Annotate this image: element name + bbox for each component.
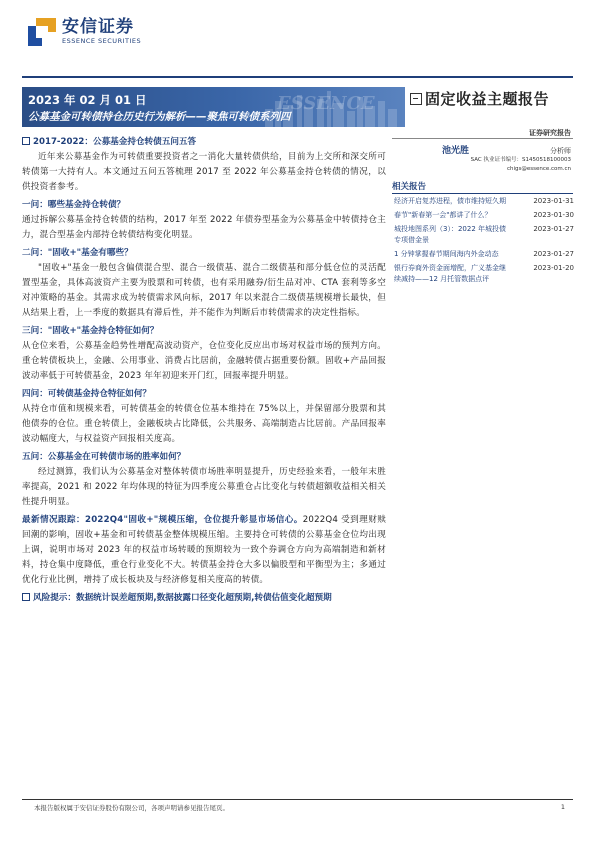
related-report-date: 2023-01-20 bbox=[533, 264, 574, 272]
analyst-block bbox=[392, 143, 571, 174]
footer-disclaimer: 本报告版权属于安信证券股份有限公司，各项声明请参见报告尾页。 bbox=[34, 804, 229, 812]
latest-tracking-heading: 最新情况跟踪：2022Q4"固收+"规模压缩，仓位提升彰显市场信心。 bbox=[22, 515, 303, 525]
list-item[interactable] bbox=[394, 263, 574, 285]
page-number: 1 bbox=[560, 803, 565, 811]
list-item[interactable] bbox=[394, 210, 574, 221]
report-title: 公募基金可转债持仓历史行为解析——聚焦可转债系列四 bbox=[28, 111, 291, 123]
related-report-title[interactable]: 城投地图系列（3）：2022 年城投债专项借金景 bbox=[394, 225, 506, 244]
related-divider bbox=[392, 193, 573, 194]
document-icon bbox=[410, 93, 422, 105]
logo-mark-icon bbox=[28, 18, 56, 46]
related-report-date: 2023-01-30 bbox=[533, 211, 574, 219]
answer-2-paragraph: "固收+"基金一般包含偏债混合型、混合一级债基、混合二级债基和部分低仓位的灵活配置型基金，具体高波资产主要为股票和可转债，也有采用融券/衍生品对冲、CTA 套利等多空对冲策略的基金。其需求成为转债需求风向标，2017 年以来混合二级债基规模增长最快，但从结果上看，上一季度的数据具有滞后性，并不能作为判断后市转债需求的决定性指标。 bbox=[22, 263, 386, 318]
latest-tracking-paragraph bbox=[22, 513, 386, 588]
answer-3-paragraph: 从仓位来看，公募基金趋势性增配高波动资产，仓位变化反应出市场对权益市场的预判方向。重仓转债板块上，金融、公用事业、消费占比居前，金融转债占据重要份额。固收+产品回报波动率低于可转债基金，2023 年年初迎来开门红，回报率提升明显。 bbox=[22, 341, 386, 381]
checkbox-icon bbox=[22, 137, 30, 145]
question-2-heading: 二问："固收+"基金有哪些？ bbox=[22, 248, 133, 258]
related-report-title[interactable]: 春节"新春第一会"都讲了什么？ bbox=[394, 211, 492, 219]
latest-tracking-body: 2022Q4 受到理财赎回潮的影响，固收+基金和可转债基金整体规模压缩。主要持仓可转债的公募基金仓位均出现上调，说明市场对 2023 年的权益市场转暖的预期较为一致个券调仓方向为高端制造和新材料，持仓集中度降低，重仓行业变化不大。转债基金持仓大多以偏股型和平衡型为主；多通过优化行业比例，增持了成长板块及与经济修复相关度高的转债。 bbox=[22, 515, 386, 585]
related-reports-list bbox=[394, 196, 574, 288]
related-reports-title: 相关报告 bbox=[392, 182, 427, 192]
related-report-date: 2023-01-27 bbox=[533, 250, 574, 258]
list-item[interactable] bbox=[394, 224, 574, 246]
footer-divider bbox=[22, 799, 573, 800]
report-type-label: 固定收益主题报告 bbox=[425, 90, 550, 108]
question-5-heading: 五问：公募基金在可转债市场的胜率如何？ bbox=[22, 452, 186, 462]
intro-paragraph: 近年来公募基金作为可转债重要投资者之一消化大量转债供给，目前为上交所和深交所可转债第一大持有人。本文通过五问五答梳理 2017 至 2022 年公募基金持仓转债的情况，以供投资者参考。 bbox=[22, 152, 386, 192]
answer-1-paragraph: 通过拆解公募基金持仓转债的结构，2017 年至 2022 年债券型基金为公募基金中转债持仓主力，混合型基金内部持仓转债结构变化明显。 bbox=[22, 215, 386, 240]
summary-heading: 2017-2022：公募基金持仓转债五问五答 bbox=[22, 135, 386, 150]
report-summary bbox=[22, 135, 386, 606]
header-divider bbox=[22, 76, 573, 78]
answer-5-paragraph: 经过测算，我们认为公募基金对整体转债市场胜率明显提升，历史经验来看，一般年末胜率提高，2021 和 2022 年均体现的特征为四季度公募重仓占比变化与转债超额收益相关相关性提升明显。 bbox=[22, 467, 386, 507]
brand-name-en: ESSENCE SECURITIES bbox=[62, 37, 142, 45]
analyst-license: SAC 执业证书编号：S1450518100003 bbox=[470, 157, 571, 163]
sidebar-divider bbox=[392, 138, 573, 139]
report-type bbox=[410, 88, 549, 109]
analyst-name: 池光胜 bbox=[442, 146, 470, 156]
question-3-heading: 三问："固收+"基金持仓特征如何？ bbox=[22, 326, 159, 336]
report-subtype: 证券研究报告 bbox=[529, 129, 571, 137]
risk-warning: 风险提示：数据统计误差超预期,数据披露口径变化超预期,转债估值变化超预期 bbox=[22, 591, 386, 606]
question-4-heading: 四问：可转债基金持仓特征如何？ bbox=[22, 389, 151, 399]
analyst-role: 分析师 bbox=[550, 147, 571, 155]
related-report-title[interactable]: 银行券商外资金面增配，广义基金继续减持——12 月托管数据点评 bbox=[394, 264, 506, 283]
report-date: 2023 年 02 月 01 日 bbox=[28, 93, 147, 107]
list-item[interactable] bbox=[394, 249, 574, 260]
checkbox-icon bbox=[22, 593, 30, 601]
title-banner bbox=[22, 87, 405, 127]
list-item[interactable] bbox=[394, 196, 574, 207]
analyst-email[interactable]: chigs@essence.com.cn bbox=[506, 166, 571, 172]
related-report-title[interactable]: 经济开启复苏进程，债市维持短久期 bbox=[394, 197, 506, 205]
brand-name-cn: 安信证券 bbox=[62, 17, 134, 37]
answer-4-paragraph: 从持仓市值和规模来看，可转债基金的转债仓位基本维持在 75%以上，并保留部分股票和其他债券的仓位。重仓转债上，金融板块占比降低，公共服务、高端制造占比居前。产品回报率波动幅度大，与权益资产回报相关度高。 bbox=[22, 404, 386, 444]
related-report-date: 2023-01-27 bbox=[533, 225, 574, 233]
related-report-date: 2023-01-31 bbox=[533, 197, 574, 205]
related-report-title[interactable]: 1 分钟掌握春节期间海内外金动态 bbox=[394, 250, 499, 258]
banner-watermark: ESSENCE bbox=[277, 93, 375, 114]
question-1-heading: 一问：哪些基金持仓转债？ bbox=[22, 200, 126, 210]
brand-logo bbox=[28, 18, 141, 46]
